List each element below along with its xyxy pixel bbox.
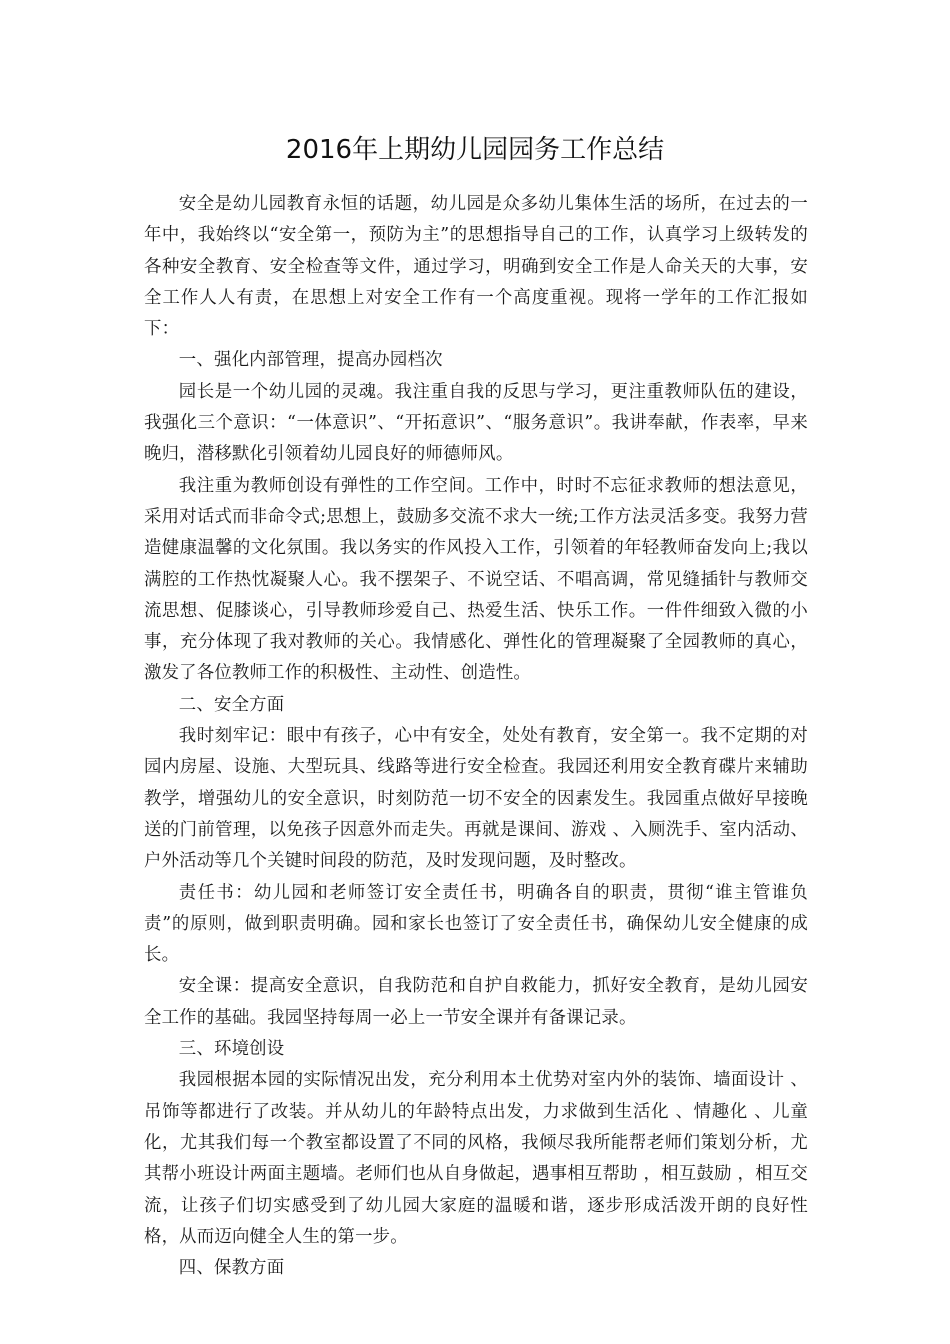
section-heading-environment: 三、环境创设 xyxy=(178,1039,285,1060)
document-title: 2016年上期幼儿园园务工作总结 xyxy=(285,135,665,165)
document-body xyxy=(144,189,808,1284)
section-heading-management: 一、强化内部管理，提高办园档次 xyxy=(178,350,443,371)
body-paragraph: 我时刻牢记：眼中有孩子，心中有安全，处处有教育，安全第一。我不定期的对园内房屋、设施、大型玩具、线路等进行安全检查。我园还利用安全教育碟片来辅助教学，增强幼儿的安全意识，时刻防范一切不安全的因素发生。我园重点做好早接晚送的门前管理，以免孩子因意外而走失。再就是课间、游戏 、入厕洗手、室内活动、户外活动等几个关键时间段的防范，及时发现问题，及时整改。 xyxy=(144,726,808,872)
section-heading-safety: 二、安全方面 xyxy=(178,694,285,715)
intro-paragraph: 安全是幼儿园教育永恒的话题，幼儿园是众多幼儿集体生活的场所，在过去的一年中，我始终以“安全第一，预防为主”的思想指导自己的工作，认真学习上级转发的各种安全教育、安全检查等文件，通过学习，明确到安全工作是人命关天的大事，安全工作人人有责，在思想上对安全工作有一个高度重视。现将一学年的工作汇报如下： xyxy=(144,194,808,340)
body-paragraph: 安全课：提高安全意识，自我防范和自护自救能力，抓好安全教育，是幼儿园安全工作的基础。我园坚持每周一必上一节安全课并有备课记录。 xyxy=(144,976,808,1028)
section-heading-care-education: 四、保教方面 xyxy=(178,1258,285,1279)
body-paragraph: 我注重为教师创设有弹性的工作空间。工作中，时时不忘征求教师的想法意见，采用对话式而非命令式;思想上，鼓励多交流不求大一统;工作方法灵活多变。我努力营造健康温馨的文化氛围。我以务实的作风投入工作，引领着的年轻教师奋发向上;我以满腔的工作热忱凝聚人心。我不摆架子、不说空话、不唱高调，常见缝插针与教师交流思想、促膝谈心，引导教师珍爱自己、热爱生活、快乐工作。一件件细致入微的小事，充分体现了我对教师的关心。我情感化、弹性化的管理凝聚了全园教师的真心，激发了各位教师工作的积极性、主动性、创造性。 xyxy=(144,475,808,684)
body-paragraph: 责任书：幼儿园和老师签订安全责任书，明确各自的职责，贯彻“谁主管谁负责”的原则，做到职责明确。园和家长也签订了安全责任书，确保幼儿安全健康的成长。 xyxy=(144,882,808,966)
body-paragraph: 我园根据本园的实际情况出发，充分利用本土优势对室内外的装饰、墙面设计 、吊饰等都进行了改装。并从幼儿的年龄特点出发，力求做到生活化 、情趣化 、儿童化，尤其我们每一个教室都设置了不同的风格，我倾尽我所能帮老师们策划分析，尤其帮小班设计两面主题墙。老师们也从自身做起，遇事相互帮助 ，相互鼓励 ，相互交流，让孩子们切实感受到了幼儿园大家庭的温暖和谐，逐步形成活泼开朗的良好性格，从而迈向健全人生的第一步。 xyxy=(144,1070,808,1247)
body-paragraph: 园长是一个幼儿园的灵魂。我注重自我的反思与学习，更注重教师队伍的建设，我强化三个意识：“一体意识”、“开拓意识”、“服务意识”。我讲奉献，作表率，早来晚归，潜移默化引领着幼儿园良好的师德师风。 xyxy=(144,381,808,465)
